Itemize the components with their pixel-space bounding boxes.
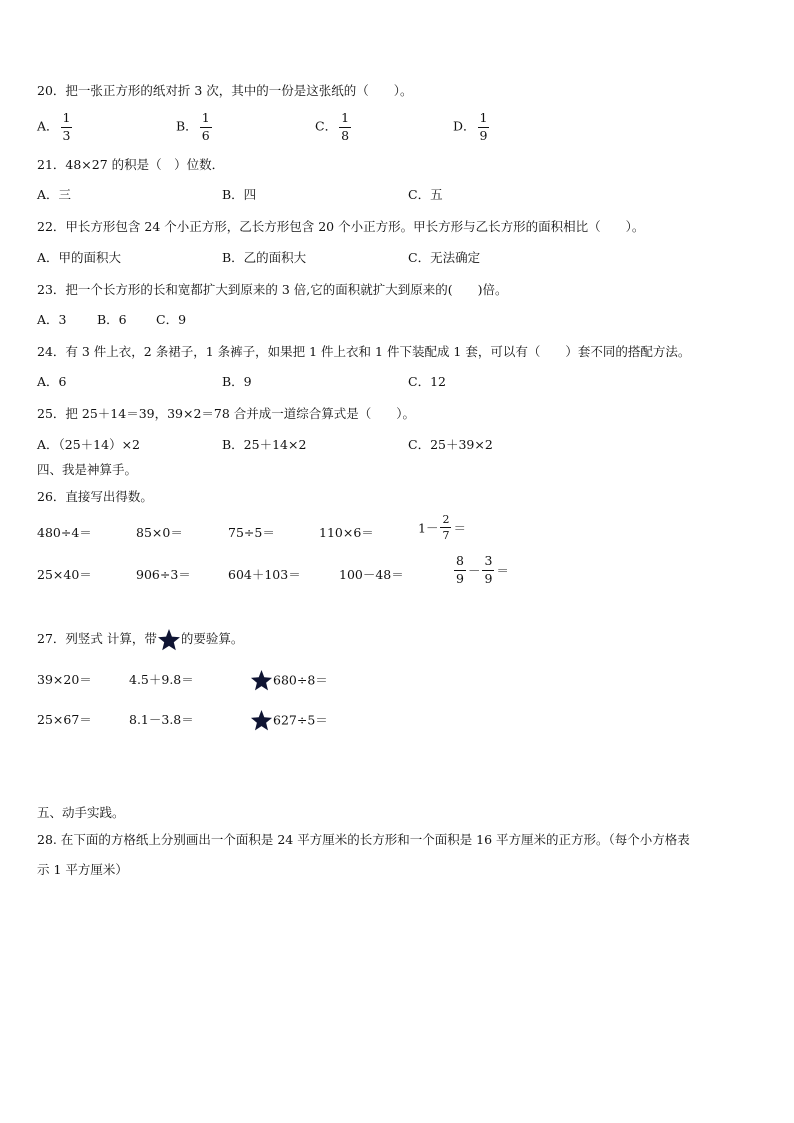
star-icon (250, 669, 273, 692)
fraction (200, 112, 212, 142)
fraction (61, 112, 73, 142)
q20-option-a (37, 112, 74, 142)
calc-expression: 680÷8＝ (273, 672, 328, 688)
question-21-stem: 21．48×27 的积是（ ）位数． (37, 157, 225, 172)
fraction-numerator: 1 (339, 112, 351, 128)
q27-text-after: 的要验算。 (180, 631, 244, 646)
fraction-denominator: 9 (484, 570, 493, 586)
q24-option-b: B．9 (222, 374, 252, 389)
fraction-denominator: 3 (62, 127, 71, 143)
q21-option-a: A．三 (37, 187, 72, 202)
q22-option-b: B．乙的面积大 (222, 250, 307, 265)
question-26-stem: 26．直接写出得数。 (37, 489, 153, 504)
q20-option-c (315, 112, 353, 142)
written-calc: 39×20＝ (37, 672, 92, 687)
oral-calc: 604＋103＝ (228, 567, 301, 582)
oral-calc: 85×0＝ (136, 525, 183, 540)
option-label: A． (37, 118, 59, 134)
q25-option-a: A．（25＋14）×2 (37, 437, 141, 452)
fraction-denominator: 8 (341, 127, 350, 143)
oral-calc: 75÷5＝ (228, 525, 275, 540)
q27-text-before: 27．列竖式 计算，带 (37, 631, 157, 646)
q23-option-b: B．6 (97, 312, 127, 327)
section-4-title: 四、我是神算手。 (37, 462, 138, 477)
oral-calc: 480÷4＝ (37, 525, 92, 540)
question-25-stem: 25．把 25＋14＝39，39×2＝78 合并成一道综合算式是（ ）。 (37, 406, 416, 421)
oral-calc: 100－48＝ (339, 567, 404, 582)
equals-sign: ＝ (496, 563, 509, 578)
option-label: D． (453, 118, 476, 134)
q21-option-b: B．四 (222, 187, 257, 202)
fraction-denominator: 7 (442, 529, 450, 542)
fraction-numerator: 1 (200, 112, 212, 128)
fraction-numerator: 1 (61, 112, 73, 128)
written-calc: 8.1－3.8＝ (129, 712, 194, 727)
option-label: B． (176, 118, 198, 134)
q25-option-c: C．25＋39×2 (408, 437, 493, 452)
star-icon (157, 628, 181, 652)
section-5-title: 五、动手实践。 (37, 805, 125, 820)
fraction (339, 112, 351, 142)
fraction-numerator: 3 (482, 555, 494, 571)
fraction (482, 555, 494, 585)
option-label: C． (315, 118, 338, 134)
question-22-stem: 22．甲长方形包含 24 个小正方形，乙长方形包含 20 个小正方形。甲长方形与乙长方形的面积相比（ ）。 (37, 219, 645, 234)
fraction-denominator: 9 (456, 570, 464, 586)
q25-option-b: B．25＋14×2 (222, 437, 307, 452)
q22-option-a: A．甲的面积大 (37, 250, 122, 265)
question-23-stem: 23．把一个长方形的长和宽都扩大到原来的 3 倍,它的面积就扩大到原来的( )倍。 (37, 282, 508, 297)
oral-calc: 110×6＝ (319, 525, 374, 540)
question-28-line1: 28. 在下面的方格纸上分别画出一个面积是 24 平方厘米的长方形和一个面积是 16 平方厘米的正方形。（每个小方格表 (37, 832, 690, 847)
written-calc: 25×67＝ (37, 712, 92, 727)
q24-option-c: C．12 (408, 374, 446, 389)
written-calc: 4.5＋9.8＝ (129, 672, 194, 687)
fraction (454, 555, 466, 585)
minus-sign: － (467, 563, 481, 578)
equals-sign: ＝ (453, 520, 466, 536)
oral-calc: 906÷3＝ (136, 567, 191, 582)
fraction-numerator: 1 (478, 112, 490, 128)
q21-option-c: C．五 (408, 187, 443, 202)
calc-prefix: 1－ (418, 520, 439, 536)
q23-option-a: A．3 (37, 312, 67, 327)
fraction-numerator: 2 (442, 513, 450, 526)
q24-option-a: A．6 (37, 374, 67, 389)
q22-option-c: C．无法确定 (408, 250, 481, 265)
oral-calc: 25×40＝ (37, 567, 92, 582)
q23-option-c: C．9 (156, 312, 187, 327)
fraction-numerator: 8 (454, 555, 466, 571)
question-27-stem (37, 627, 243, 652)
fraction-denominator: 9 (479, 127, 488, 143)
q20-option-d (453, 112, 491, 142)
q20-option-b (176, 112, 214, 142)
calc-expression: 627÷5＝ (273, 712, 328, 728)
question-24-stem: 24．有 3 件上衣，2 条裙子，1 条裤子，如果把 1 件上衣和 1 件下装配成 1 套，可以有（ ）套不同的搭配方法。 (37, 344, 691, 359)
oral-calc-fraction-subtraction (452, 555, 509, 585)
star-icon (250, 709, 273, 732)
question-20-stem: 20．把一张正方形的纸对折 3 次，其中的一份是这张纸的（ ）。 (37, 83, 413, 98)
written-calc-starred (250, 668, 328, 693)
question-28-line2: 示 1 平方厘米） (37, 862, 128, 877)
oral-calc-fraction (418, 514, 466, 541)
written-calc-starred (250, 708, 328, 733)
fraction (440, 514, 451, 541)
fraction-denominator: 6 (201, 127, 210, 143)
fraction (478, 112, 490, 142)
